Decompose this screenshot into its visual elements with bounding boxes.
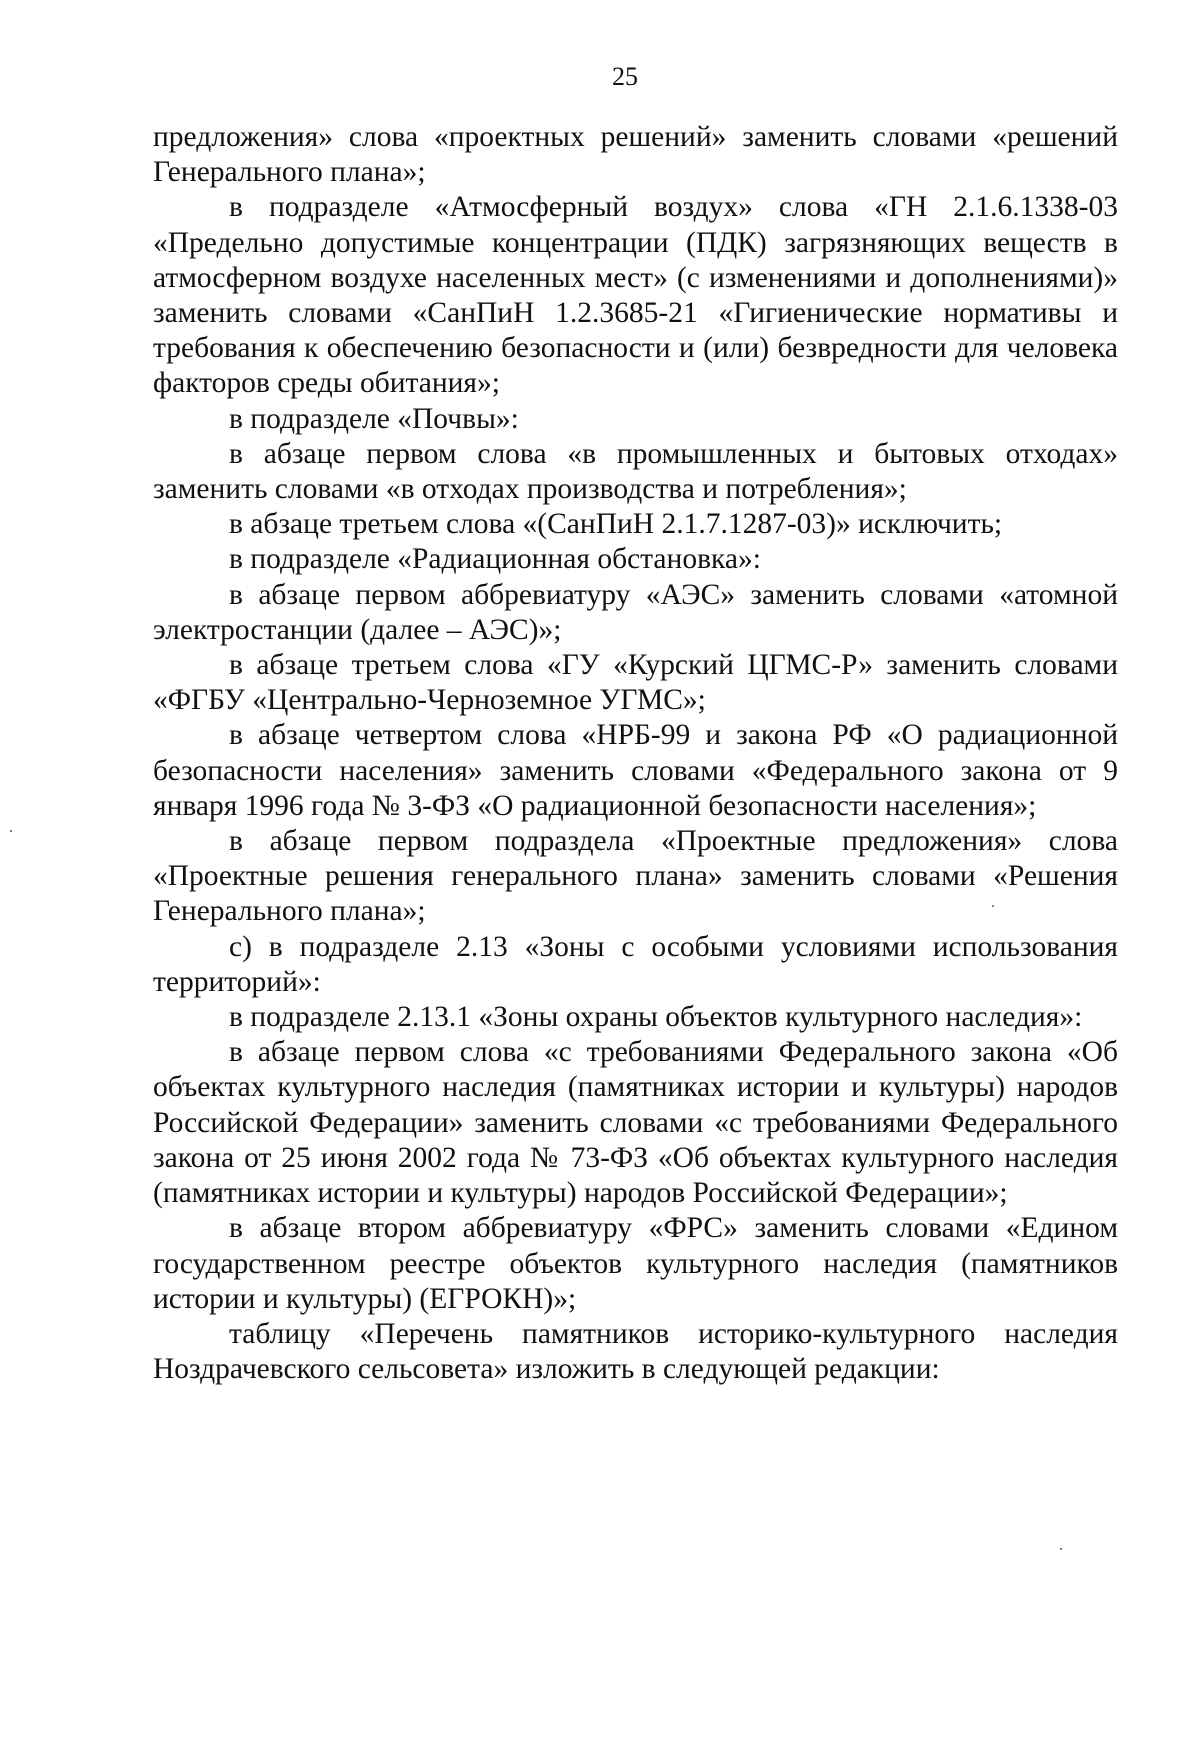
paragraph: в абзаце первом подраздела «Проектные предложения» слова «Проектные решения генерального плана» заменить словами «Решения Генерального плана»; <box>153 825 1118 928</box>
page-number: 25 <box>612 62 638 91</box>
paragraph: в подразделе 2.13.1 «Зоны охраны объектов культурного наследия»: <box>229 1001 1083 1034</box>
scan-speck <box>1060 1548 1062 1550</box>
paragraph: в абзаце первом слова «в промышленных и бытовых отходах» заменить словами «в отходах производства и потребления»; <box>153 437 1118 506</box>
paragraph: в подразделе «Почвы»: <box>229 402 519 435</box>
paragraph: в абзаце первом слова «с требованиями Федерального закона «Об объектах культурного наследия (памятниках истории и культуры) народов Российской Федерации» заменить словами «с требованиями Федерального закона от 25 июня 2002 года № 73-ФЗ «Об объектах культурного наследия (памятниках истории и культуры) народов Российской Федерации»; <box>153 1036 1118 1210</box>
paragraph: в абзаце третьем слова «ГУ «Курский ЦГМС-Р» заменить словами «ФГБУ «Центрально-Черноземное УГМС»; <box>153 649 1118 717</box>
paragraph: предложения» слова «проектных решений» заменить словами «решений Генерального плана»; <box>153 121 1118 189</box>
scan-speck <box>10 830 12 832</box>
paragraph: в абзаце четвертом слова «НРБ-99 и закона РФ «О радиационной безопасности населения» заменить словами «Федерального закона от 9 января 1996 года № 3-ФЗ «О радиационной безопасности населения»; <box>153 719 1118 822</box>
paragraph: в подразделе «Радиационная обстановка»: <box>229 543 761 576</box>
document-body <box>153 120 1118 1387</box>
paragraph: в абзаце первом аббревиатуру «АЭС» заменить словами «атомной электростанции (далее – АЭС)»; <box>153 578 1118 646</box>
paragraph: в абзаце третьем слова «(СанПиН 2.1.7.1287-03)» исключить; <box>229 508 1003 541</box>
scan-speck <box>992 905 994 907</box>
paragraph: с) в подразделе 2.13 «Зоны с особыми условиями использования территорий»: <box>153 930 1118 998</box>
paragraph: таблицу «Перечень памятников историко-культурного наследия Ноздрачевского сельсовета» изложить в следующей редакции: <box>153 1317 1118 1386</box>
paragraph: в подразделе «Атмосферный воздух» слова «ГН 2.1.6.1338-03 «Предельно допустимые концентрации (ПДК) загрязняющих веществ в атмосферном воздухе населенных мест» (с изменениями и дополнениями)» заменить словами «СанПиН 1.2.3685-21 «Гигиенические нормативы и требования к обеспечению безопасности и (или) безвредности для человека факторов среды обитания»; <box>153 191 1118 400</box>
paragraph: в абзаце втором аббревиатуру «ФРС» заменить словами «Едином государственном реестре объектов культурного наследия (памятников истории и культуры) (ЕГРОКН)»; <box>153 1212 1118 1315</box>
